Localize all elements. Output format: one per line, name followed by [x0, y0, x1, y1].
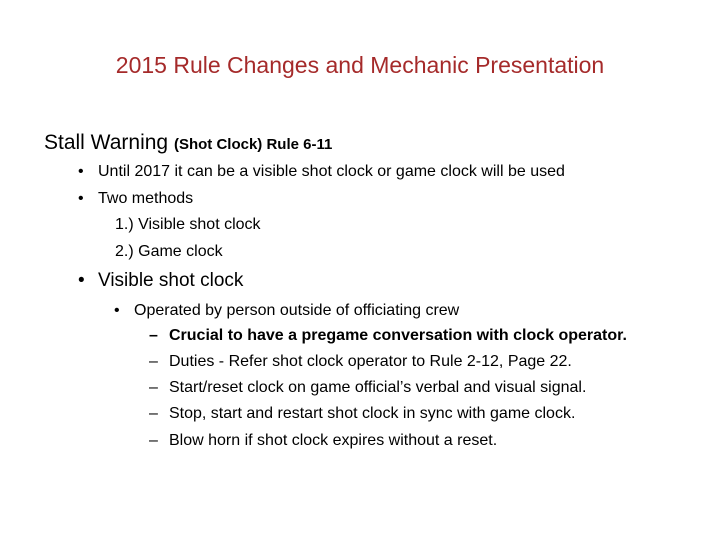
dash-item-text: Duties - Refer shot clock operator to Rule 2-12, Page 22.	[169, 353, 572, 370]
dash-icon: –	[149, 405, 158, 422]
method-item: 2.) Game clock	[115, 243, 223, 260]
bullet-icon: •	[78, 190, 84, 207]
list-item-text: Two methods	[98, 190, 194, 207]
list-item	[78, 163, 565, 181]
section-bullet	[78, 270, 243, 292]
dash-item-text: Crucial to have a pregame conversation with clock operator.	[169, 327, 627, 344]
section-bullet-text: Visible shot clock	[98, 270, 244, 291]
sub-bullet	[114, 302, 459, 320]
heading-main: Stall Warning	[44, 131, 169, 154]
bullet-icon: •	[78, 163, 84, 180]
sub-bullet-text: Operated by person outside of officiating crew	[134, 302, 460, 319]
dash-item-text: Blow horn if shot clock expires without a reset.	[169, 432, 498, 449]
dash-item	[149, 327, 627, 345]
heading-sub: (Shot Clock) Rule 6-11	[173, 136, 333, 153]
slide-title: 2015 Rule Changes and Mechanic Presentation	[115, 52, 605, 78]
dash-item-text: Start/reset clock on game official’s verbal and visual signal.	[169, 379, 587, 396]
dash-icon: –	[149, 353, 158, 370]
bullet-icon: •	[78, 270, 85, 291]
list-item	[78, 190, 193, 208]
dash-item	[149, 405, 575, 423]
method-item: 1.) Visible shot clock	[115, 216, 261, 233]
dash-icon: –	[149, 379, 158, 396]
bullet-icon: •	[114, 302, 120, 319]
dash-icon: –	[149, 432, 158, 449]
dash-icon: –	[149, 327, 158, 344]
list-item-text: Until 2017 it can be a visible shot clock or game clock will be used	[98, 163, 565, 180]
dash-item	[149, 432, 497, 450]
dash-item	[149, 353, 572, 371]
dash-item	[149, 379, 586, 397]
section-heading	[44, 131, 332, 155]
dash-item-text: Stop, start and restart shot clock in sync with game clock.	[169, 405, 576, 422]
